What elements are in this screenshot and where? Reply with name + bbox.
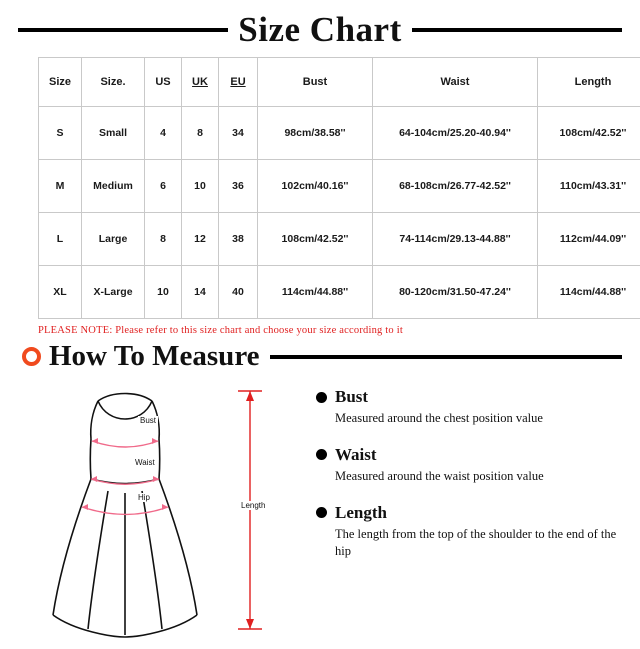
cell-us: 8 xyxy=(145,213,182,266)
diagram-label-bust: Bust xyxy=(138,416,158,425)
cell-size-name: Large xyxy=(82,213,145,266)
cell-size: S xyxy=(39,107,82,160)
cell-size-name: X-Large xyxy=(82,266,145,319)
how-to-measure-header xyxy=(0,336,640,371)
definition-item xyxy=(316,503,620,560)
cell-us: 4 xyxy=(145,107,182,160)
cell-length: 112cm/44.09'' xyxy=(538,213,640,266)
column-header-bust: Bust xyxy=(258,58,373,107)
how-to-measure-body xyxy=(0,371,640,649)
diagram-label-waist: Waist xyxy=(133,458,157,467)
definition-head xyxy=(316,445,620,465)
ring-bullet-icon xyxy=(22,347,41,366)
page-title: Size Chart xyxy=(238,12,401,47)
title-rule-left xyxy=(18,28,228,32)
cell-eu: 38 xyxy=(219,213,258,266)
cell-bust: 108cm/42.52'' xyxy=(258,213,373,266)
cell-us: 6 xyxy=(145,160,182,213)
measure-definitions xyxy=(316,379,620,649)
cell-length: 108cm/42.52'' xyxy=(538,107,640,160)
cell-size-name: Small xyxy=(82,107,145,160)
definition-description: The length from the top of the shoulder to the end of the hip xyxy=(335,526,620,560)
column-header-size-name: Size. xyxy=(82,58,145,107)
table-row xyxy=(39,213,640,266)
size-table-head xyxy=(39,58,640,107)
table-row xyxy=(39,160,640,213)
cell-eu: 36 xyxy=(219,160,258,213)
cell-bust: 98cm/38.58'' xyxy=(258,107,373,160)
cell-uk: 14 xyxy=(182,266,219,319)
definition-description: Measured around the chest position value xyxy=(335,410,620,427)
diagram-label-length: Length xyxy=(239,501,267,510)
size-chart-note: PLEASE NOTE: Please refer to this size chart and choose your size according to it xyxy=(0,319,640,336)
table-header-row xyxy=(39,58,640,107)
cell-waist: 64-104cm/25.20-40.94'' xyxy=(373,107,538,160)
size-table xyxy=(38,57,640,319)
cell-bust: 114cm/44.88'' xyxy=(258,266,373,319)
cell-size: L xyxy=(39,213,82,266)
cell-us: 10 xyxy=(145,266,182,319)
cell-waist: 80-120cm/31.50-47.24'' xyxy=(373,266,538,319)
cell-uk: 10 xyxy=(182,160,219,213)
definition-item xyxy=(316,387,620,427)
column-header-length: Length xyxy=(538,58,640,107)
cell-eu: 34 xyxy=(219,107,258,160)
definition-term: Length xyxy=(335,503,387,523)
definition-head xyxy=(316,387,620,407)
cell-length: 114cm/44.88'' xyxy=(538,266,640,319)
table-row xyxy=(39,107,640,160)
dress-illustration-svg xyxy=(20,379,310,649)
definition-item xyxy=(316,445,620,485)
cell-size-name: Medium xyxy=(82,160,145,213)
title-rule-right xyxy=(412,28,622,32)
column-header-uk: UK xyxy=(182,58,219,107)
cell-size: M xyxy=(39,160,82,213)
cell-eu: 40 xyxy=(219,266,258,319)
definition-term: Waist xyxy=(335,445,377,465)
cell-uk: 8 xyxy=(182,107,219,160)
bullet-dot-icon xyxy=(316,449,327,460)
definition-description: Measured around the waist position value xyxy=(335,468,620,485)
definition-head xyxy=(316,503,620,523)
bullet-dot-icon xyxy=(316,392,327,403)
column-header-waist: Waist xyxy=(373,58,538,107)
cell-waist: 68-108cm/26.77-42.52'' xyxy=(373,160,538,213)
how-to-measure-rule xyxy=(270,355,622,359)
column-header-us: US xyxy=(145,58,182,107)
column-header-size: Size xyxy=(39,58,82,107)
size-table-body xyxy=(39,107,640,319)
definition-term: Bust xyxy=(335,387,368,407)
cell-length: 110cm/43.31'' xyxy=(538,160,640,213)
bullet-dot-icon xyxy=(316,507,327,518)
dress-diagram xyxy=(20,379,310,649)
table-row xyxy=(39,266,640,319)
how-to-measure-title: How To Measure xyxy=(49,342,260,371)
cell-bust: 102cm/40.16'' xyxy=(258,160,373,213)
column-header-eu: EU xyxy=(219,58,258,107)
diagram-label-hip: Hip xyxy=(136,493,152,502)
cell-waist: 74-114cm/29.13-44.88'' xyxy=(373,213,538,266)
page-title-row xyxy=(0,0,640,53)
size-table-wrap xyxy=(0,53,640,319)
cell-uk: 12 xyxy=(182,213,219,266)
cell-size: XL xyxy=(39,266,82,319)
